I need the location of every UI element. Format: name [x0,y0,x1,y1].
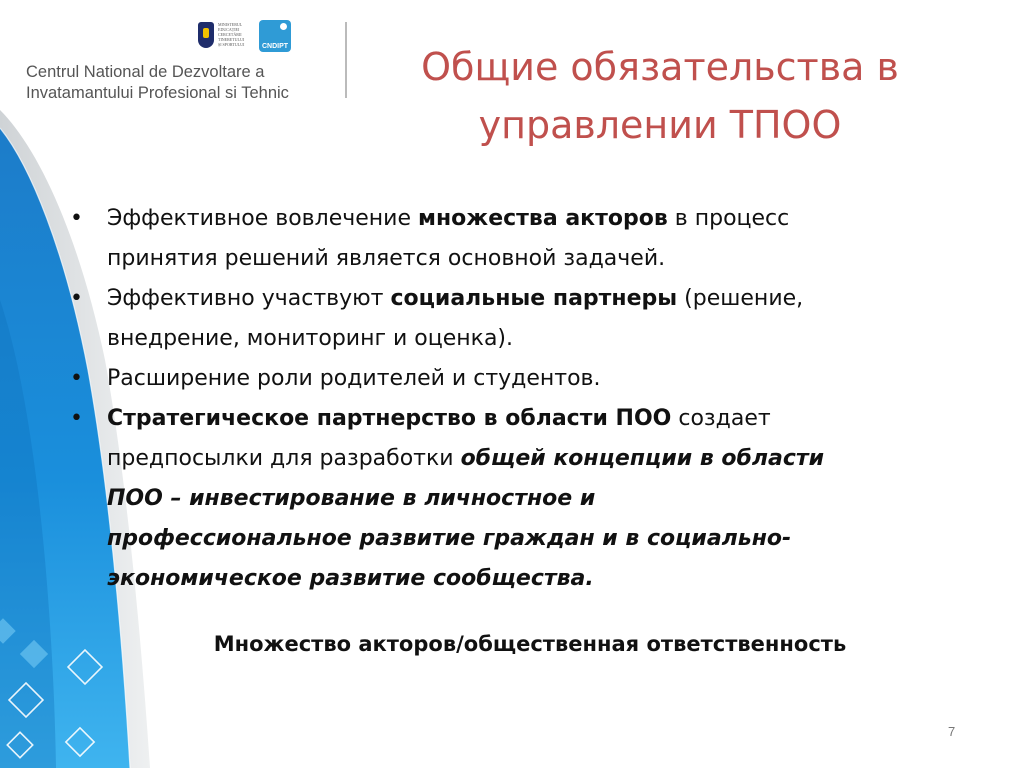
org-name-line2: Invatamantului Profesional si Tehnic [26,84,289,102]
bullet-3-text: Расширение роли родителей и студентов. [107,366,601,391]
bullet-item-1 [70,199,985,279]
bullet-icon: • [70,206,83,231]
cndipt-logo [259,20,291,52]
logo-dot-icon [280,23,287,30]
crest-icon [198,22,214,48]
bullet-item-4 [70,399,985,599]
bullet-4-line5: экономическое развитие сообщества. [107,566,594,591]
bullet-2-line2: внедрение, мониторинг и оценка). [107,326,514,351]
slide-title-line1: Общие обязательства в [421,45,899,89]
bullet-icon: • [70,366,83,391]
bullet-item-3 [70,359,985,399]
page-number: 7 [948,724,956,739]
bullet-4-line4: профессиональное развитие граждан и в социально- [107,526,792,551]
bullet-2-line1: Эффективно участвуют социальные партнеры (решение, [107,286,804,311]
bullet-4-line1: Стратегическое партнерство в области ПОО создает [107,406,771,431]
slide-title [360,38,960,154]
header-divider [345,22,347,98]
emphasis-text: Стратегическое партнерство в области ПОО [107,406,672,431]
bullet-icon: • [70,406,83,431]
organization-name [26,62,326,104]
bullet-item-2 [70,279,985,359]
summary-text: Множество акторов/общественная ответственность [213,632,847,656]
ministry-logo-text: MINISTERUL EDUCAȚIEI CERCETĂRII TINERETULUI ȘI SPORTULUI [218,22,245,47]
bullet-4-line2: предпосылки для разработки общей концепции в области [107,446,825,471]
bullet-4-line3: ПОО – инвестирование в личностное и [107,486,596,511]
bullet-icon: • [70,286,83,311]
org-name-line1: Centrul National de Dezvoltare a [26,63,265,81]
bullet-list [70,199,985,599]
bullet-1-line2: принятия решений является основной задачей. [107,246,666,271]
bullet-1-line1: Эффективное вовлечение множества акторов в процесс [107,206,790,231]
cndipt-logo-text: CNDIPT [261,43,289,50]
ministry-logo [198,20,248,54]
emphasis-text: множества акторов [418,206,668,231]
emphasis-text: социальные партнеры [390,286,678,311]
slide-title-line2: управлении ТПОО [478,103,842,147]
emphasis-text: общей концепции в области [460,446,825,471]
